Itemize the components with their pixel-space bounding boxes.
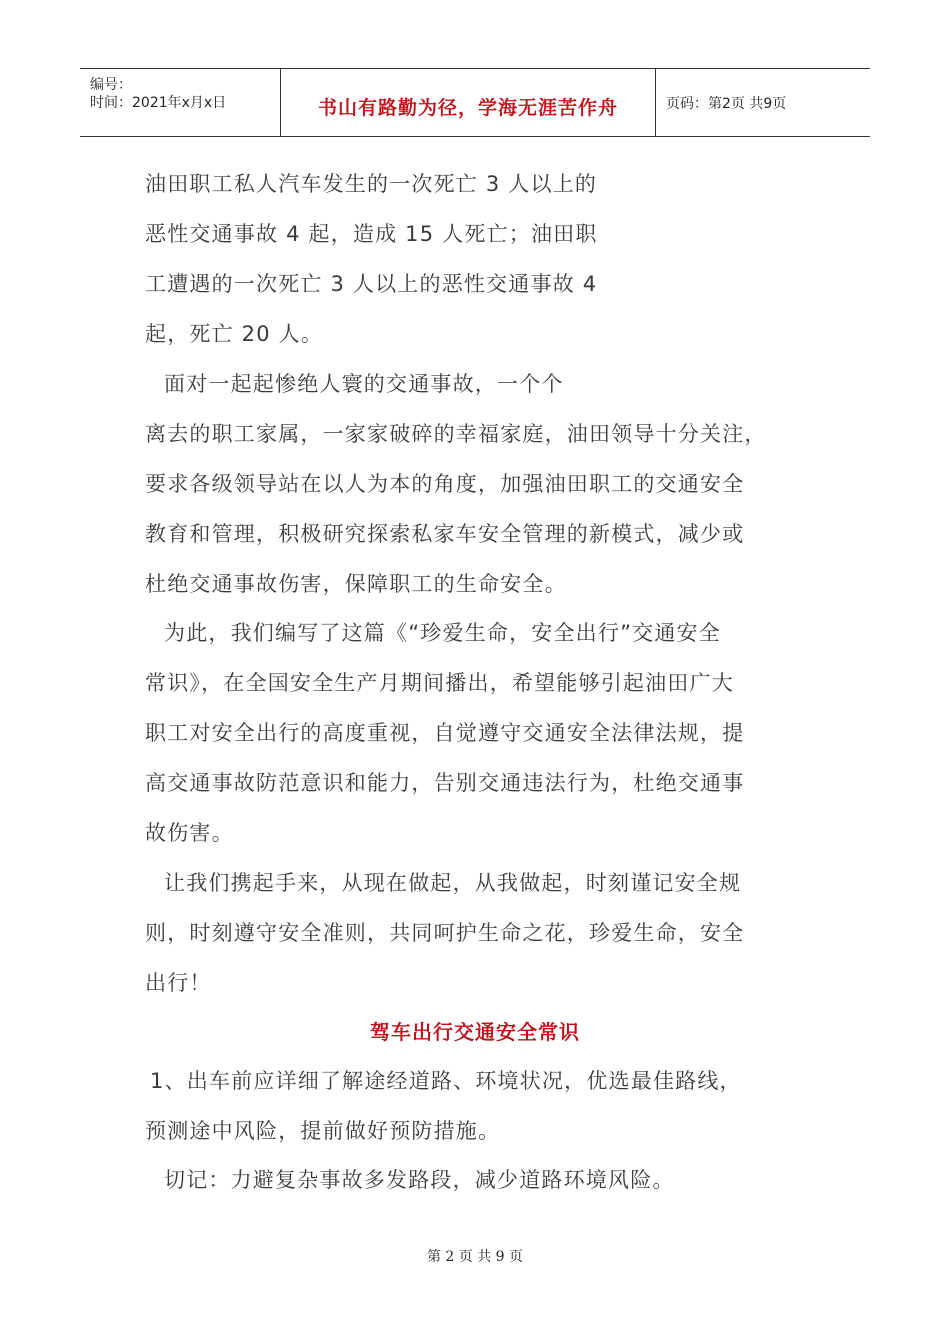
body-line: 离去的职工家属，一家家破碎的幸福家庭，油田领导十分关注， [145,422,767,446]
body-line: 常识》，在全国安全生产月期间播出，希望能够引起油田广大 [145,671,734,695]
body-line: 为此，我们编写了这篇《“珍爱生命，安全出行”交通安全 [164,621,721,645]
body-line: 职工对安全出行的高度重视，自觉遵守交通安全法律法规，提 [145,721,745,745]
body-line: 工遭遇的一次死亡 3 人以上的恶性交通事故 4 [145,272,598,296]
page-footer: 第 2 页 共 9 页 [426,1249,524,1265]
body-line: 高交通事故防范意识和能力，告别交通违法行为，杜绝交通事 [145,771,745,795]
body-line: 要求各级领导站在以人为本的角度，加强油田职工的交通安全 [145,472,745,496]
body-line: 起，死亡 20 人。 [145,322,324,346]
section-line: 切记：力避复杂事故多发路段，减少道路环境风险。 [164,1168,675,1192]
header-table [80,68,870,137]
body-line: 出行！ [145,971,212,995]
body-line: 故伤害。 [145,821,234,845]
header-page-cell [656,69,870,136]
header-motto-cell [280,69,656,136]
section-line: 1、出车前应详细了解途经道路、环境状况，优选最佳路线， [150,1069,742,1093]
section-title: 驾车出行交通安全常识 [370,1020,580,1044]
section-line: 预测途中风险，提前做好预防措施。 [145,1119,501,1143]
document-time-label: 时间：2021年x月x日 [90,95,227,111]
header-meta-cell [80,69,280,136]
document-number-label: 编号： [90,77,132,93]
body-line: 恶性交通事故 4 起，造成 15 人死亡；油田职 [145,222,598,246]
body-line: 则，时刻遵守安全准则，共同呵护生命之花，珍爱生命，安全 [145,921,745,945]
body-line: 杜绝交通事故伤害，保障职工的生命安全。 [145,572,567,596]
body-line: 让我们携起手来，从现在做起，从我做起，时刻谨记安全规 [164,871,742,895]
header-page-info: 页码：第2页 共9页 [666,96,787,112]
body-line: 油田职工私人汽车发生的一次死亡 3 人以上的 [145,172,598,196]
header-motto: 书山有路勤为径，学海无涯苦作舟 [317,97,618,119]
body-line: 教育和管理，积极研究探索私家车安全管理的新模式，减少或 [145,522,745,546]
body-line: 面对一起起惨绝人寰的交通事故，一个个 [164,372,564,396]
